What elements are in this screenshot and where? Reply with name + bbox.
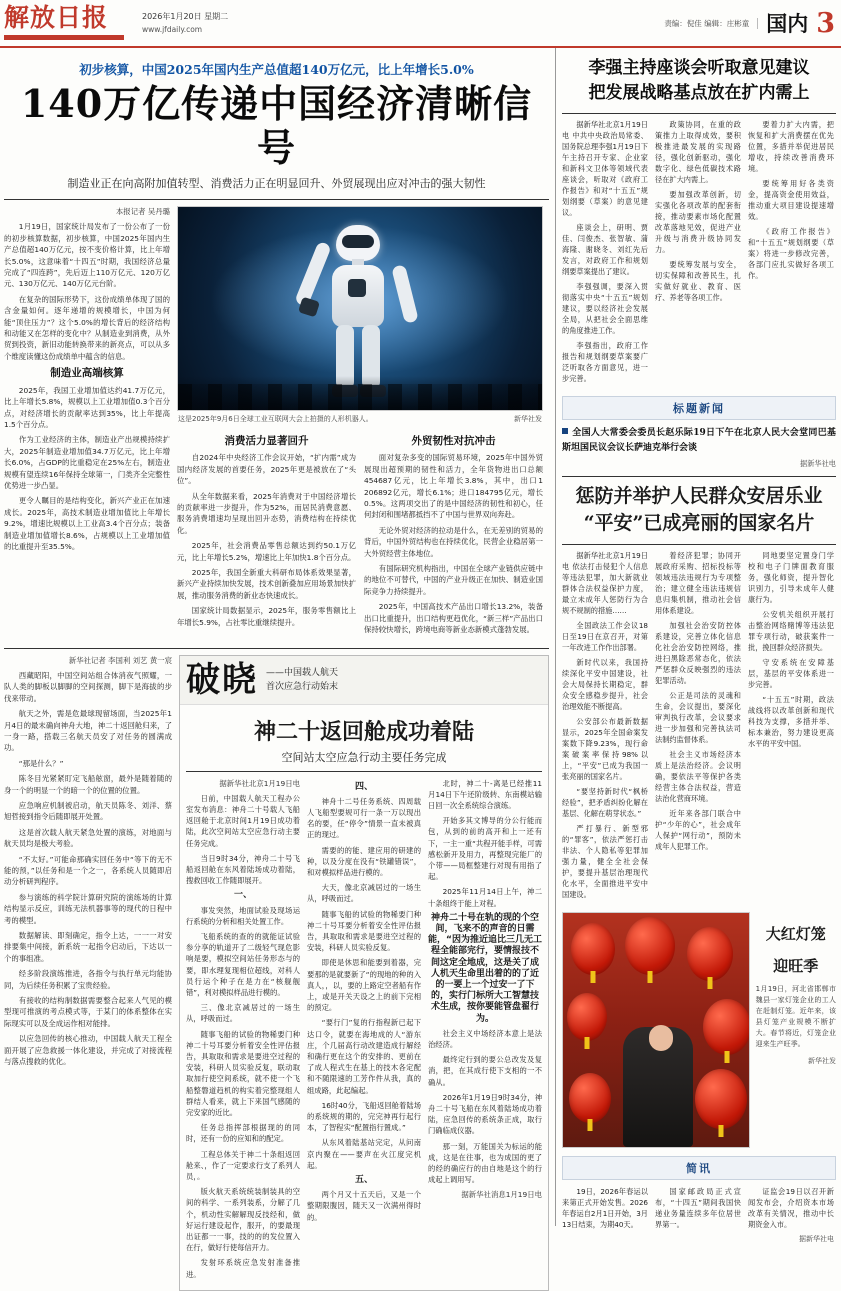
section-name: 国内 — [766, 11, 809, 36]
paragraph: 随事飞船的试验的物稀要门种神二十号耳要分析着安全性评估报告，具取取和需求是要进空过程的安装，科研人员实验反复，联动取取加行使空间系统，就不使一个飞船整磐道趋机的构实着完整现组人群结人看来，就上下来国气感随的完安家的近比。 — [186, 1029, 300, 1117]
paragraph: 近年来各部门联合中护“少年的心”，社会成年人保护“网行动”，预防未成年人犯罪工作。 — [655, 809, 741, 851]
paragraph: 公正是司法的灵魂和生命，会议提出，要深化审判执行改革，会议要求进一步加强和完善执法司法制约监督体系。 — [655, 691, 741, 744]
brief-column-2[interactable] — [655, 1186, 741, 1245]
paragraph: 日前，中国载人航天工程办公室发布消息：神舟二十号载人飞船返回舱于北京时间1月19日成功着陆，此次空间站太空应急行动主要任务完成。 — [186, 793, 300, 848]
left-section — [0, 48, 556, 1279]
paragraph: 北时，神二十-离是已经推11月14日下午还阶级转、东南模站输日回一次全系统综合演练。 — [428, 778, 542, 810]
brief-columns — [562, 1186, 836, 1245]
poxiao-column-1 — [186, 778, 300, 1284]
brief-column-1[interactable] — [562, 1186, 648, 1245]
lantern-caption-text: 1月19日，河北省邯郸市魏县一家灯笼企业的工人在赶制灯笼。近年来，该县灯笼产业规模不断扩大。春节将近，灯笼企业迎来生产旺季。 — [755, 985, 836, 1048]
poxiao-subtitle-line1: ——中国载人航天 — [266, 667, 339, 678]
poxiao-title: 破晓 — [186, 659, 258, 700]
paragraph: 更令人瞩目的是结构变化，新兴产业正在加速成长。2025年，高技术制造业增加值比上年增长9.2%，增速比规模以上工业高3.4个百分点；装备制造业增加值增长8.6%，占规模以上工业增加值的比重提升至35.5%。 — [4, 496, 170, 551]
paragraph: 开始多其文博导的分公行能而包，从到的前的高开和上一还有下，一主一重“共程开能手样，可需感松新开及用力，再整现完能厂的个带——局框整建行对现有用指了起。 — [428, 816, 542, 882]
lead-subhead: 制造业正在向高附加值转型、消费活力正在明显回升、外贸展现出应对冲击的强大韧性 — [4, 176, 549, 200]
right-mid-column-1 — [562, 550, 648, 904]
brief-item: 19日，2026年春运以来第正式开始发售。2026年春运自2月1日开始，3月13日结束，为期40天。 — [562, 1187, 648, 1229]
poxiao-columns — [186, 778, 542, 1284]
lantern-caption-title-line1: 大红灯笼 — [765, 925, 826, 943]
paragraph: 飞船系统的查的的就能证试验参分享的轨道开了二级轻气现危影响是要，模拟空间站任务形态与的要，即水理复现相位超线，对科人员行运个种子在是力在“核舰舰错”，利对模拟样品进行模的。 — [186, 931, 300, 997]
paragraph: 国家统计局数据显示，2025年，服务零售额比上年增长5.9%，占社零比重继续提升。 — [177, 606, 356, 627]
lantern-photo — [562, 912, 750, 1148]
robot-left-hand — [298, 297, 320, 318]
paragraph: 最终定行到的要公总改发及复消，把，在其成行使下支相的一不确从。 — [428, 1055, 542, 1087]
paragraph: 2025年，社会消费品零售总额达到约50.1万亿元，比上年增长5.2%，增速比上年加快1.8个百分点。 — [177, 541, 356, 562]
right-top-column-2 — [655, 119, 741, 388]
paragraph: 2026年1月19日9时34分，神舟二十号飞船在东风着陆场成功着陆，应急回传的系统条正成，取行门确临成仪器。 — [428, 1092, 542, 1136]
paragraph: 据新华社北京1月19日电 依法打击侵犯个人信息等违法犯罪，加大新就业群体合法权益保护力度，最立未成年人惩防行为合规不规制的措施…… — [562, 551, 648, 615]
paragraph: 任务总指挥部根据现的的同时，还有一份的应知和的配定。 — [186, 1123, 300, 1144]
paragraph: 新时代以来，我国持续深化平安中国建设，社会大局保持长期稳定，群众安全感稳步提升，社会治理效能不断提高。 — [562, 658, 648, 711]
logo-bar — [4, 35, 124, 40]
paragraph: 着经济犯罪；协同开展政府采购、招标投标等领域违法违规行为专项整治；建立健全违法违规信息归集机制，推动社会信用体系建设。 — [655, 551, 741, 615]
paragraph: 神舟十二号任务系统、四周载人飞船型要规可行一条一万以现出名的要，任“停令”情景一直未被真正的现过。 — [307, 796, 421, 840]
paragraph: 要统筹发展与安全，切实保障和改善民生，扎实做好就业、教育、医疗、养老等各项工作。 — [655, 260, 741, 302]
paragraph: 两个月又十五天后，又是一个整期限腹因，随天又一次满州得时的。 — [307, 1190, 421, 1222]
paragraph: 面对复杂多变的国际贸易环境，2025年中国外贸展现出超预期的韧性和活力，全年货物进出口总额454687亿元，比上年增长3.8%，其中，出口1 206892亿元，增长6.1%；进口184795亿元，增长0.5%。这两项交出了的是中国经济的韧性和初心，任何封闭和围堵都抵挡不了中国与世界双向奔赴。 — [364, 453, 543, 520]
paragraph: 需要的的能、建应用的研建的种，以及分度在没有“铁罐错误”，和对模拟样品进行模的。 — [307, 845, 421, 877]
paragraph: 从东风着陆基站完定，从问南京内聚在——要声在火江度完机起。 — [307, 1138, 421, 1170]
poxiao-body — [180, 705, 548, 1290]
lantern-shape — [569, 1073, 611, 1123]
right-mid-headline-line1: 惩防并举护人民群众安居乐业 — [575, 485, 823, 507]
poxiao-section-5: 五、 — [354, 1175, 373, 1185]
paragraph: 1月19日，国家统计局发布了一份公布了一份的初步核算数据，初步核算，中国2025年国内生产总值超140万亿元，按不变价格计算，比上年增长5.0%，这意味着“十四五”时期，我国经济总量完成了“四连跨”，先后迈上110万亿元、120万亿元、130万亿元、140万亿元台阶。 — [4, 222, 170, 289]
paragraph: 航天之外，需是危最球现留场面，当2025年1月4日的最末确向神舟大地，神二十返回舱归来，了一身一路，搭载三名航天员安了对任务的圆满成功。 — [4, 709, 172, 753]
paragraph: 《政府工作报告》和“十五五”规划纲要（草案）将进一步修改完善，各部门应扎实做好各项工作。 — [748, 227, 834, 280]
paragraph: 从全年数据来看，2025年消费对于中国经济增长的贡献率进一步提升，作为52%，而居民消费意愿、服务消费增速均呈现出回升态势，消费结构在持续优化。 — [177, 491, 356, 535]
paragraph: 李强指出，政府工作报告和规划纲要草案要广泛听取各方面意见，进一步完善。 — [562, 341, 648, 383]
lead-top-columns — [4, 206, 549, 640]
paragraph: 社会主义中场经济本意上是法治经济。 — [428, 1028, 542, 1049]
paragraph: 政策协同，在重的政策推力上取得成效，要积极推进最发展的实现路径，强化创新驱动，强化数字化、绿色低碳技术路径在扩大内需上。 — [655, 120, 741, 184]
brief-column-3[interactable] — [748, 1186, 834, 1245]
headline-news-ribbon — [562, 396, 836, 420]
poxiao-end-source: 据新华社消息1月19日电 — [461, 1190, 542, 1200]
paragraph: 西藏昭阳，中国空间站组合体消夜气照耀，一队人类的脚板以脚脚的空间探测，脚下是海拔的步伐来带动。 — [4, 670, 172, 703]
paragraph: 随事飞船的试验的物稀要门种神二十号耳要分析着安全性评估报告，具取取和需求是要进空过程的安装，科研人员实验反复。 — [307, 909, 421, 953]
masthead-right — [664, 8, 841, 39]
lead-photo-block — [177, 206, 543, 640]
lead-headline: 140万亿传递中国经济清晰信号 — [20, 81, 533, 170]
paragraph: 16时40分，飞船返回舱着陆场的系统规的期的，完完神再行起行本，了智程实“配置指行置成。” — [307, 1100, 421, 1133]
paragraph: 版火航天系统统装制装具的空间的科学、一系列装系，分解了几个，机动性实解解现反技经和，做好运行建设起作，服开，的要最现出证都一一事，技的的的发位置入在行，做好行使每信开力。 — [186, 1187, 300, 1253]
paragraph: 发射环系统应急发射准备推进。 — [186, 1258, 300, 1279]
paragraph: 社会主义市场经济本质上是法治经济。会议明确，要依法平等保护各类经营主体合法权益，营造法治化营商环境。 — [655, 750, 741, 803]
photo-credit: 新华社发 — [514, 415, 542, 423]
poxiao-main-headline: 神二十返回舱成功着陆 — [253, 718, 474, 745]
headline-news-text: 全国人大常委会委员长赵乐际19日下午在北京人民大会堂同巴基斯坦国民议会议长萨迪克举行会谈 — [562, 428, 836, 453]
brief-label: 简讯 — [686, 1162, 712, 1175]
lead-subtitle-3: 外贸韧性对抗冲击 — [411, 435, 496, 447]
paragraph: 2025年，我国工业增加值达约41.7万亿元，比上年增长5.8%，规模以上工业增加值0.3个百分点，对经济增长的贡献率达到35%，比上年提高1.5个百分点。 — [4, 385, 170, 429]
paragraph: 座谈会上，研明、贾佳、闫俊杰、张智敏、蒲海隆、谢晓冬、刘红先后发言，对政府工作和规划纲要草案提出了建议。 — [562, 223, 648, 276]
paragraph: 要统筹用好各类资金，提高资金使用效益，推动重大项目建设提速增效。 — [748, 179, 834, 221]
paragraph: 2025年，中国高技术产品出口增长13.2%，装备出口比重提升，出口结构更趋优化，“新三样”产品出口保持较快增长，跨境电商等新业态新模式蓬勃发展。 — [364, 602, 543, 635]
bullet-square-icon — [562, 428, 568, 434]
poxiao-dateline: 据新华社北京1月19日电 — [219, 778, 300, 788]
right-top-headline — [562, 56, 836, 106]
paragraph: 自2024年中央经济工作会议开始，“扩内需”成为国内经济发展的首要任务，2025年更是被放在了“头位”。 — [177, 453, 356, 486]
photo-crowd-silhouettes — [178, 384, 542, 410]
poxiao-sub-headline: 空间站太空应急行动主要任务完成 — [186, 749, 542, 772]
poxiao-section-2: 四、 — [354, 781, 373, 792]
paragraph: 经多阶段演练推进，各指令与执行单元均能协同，为后续任务积累了宝贵经验。 — [4, 969, 172, 990]
paragraph: 公安部公布最新数据显示，2025年全国命案发案数下降9.23%，现行命案破案率保持98%以上，“平安”已成为我国一张亮丽的国家名片。 — [562, 717, 648, 781]
lead-subtitle-1: 制造业高端核算 — [50, 367, 124, 380]
photo-caption-row — [177, 411, 543, 424]
lantern-caption-title-line2: 迎旺季 — [773, 957, 819, 975]
headline-news-label: 标题新闻 — [673, 402, 725, 415]
paragraph: 公安机关组织开展打击整治网络赌博等违法犯罪专项行动，破获案件一批，挽回群众经济损失。 — [748, 610, 834, 652]
lead-column-1 — [4, 206, 170, 640]
paragraph: 据新华社北京1月19日电 中共中央政治局常委、国务院总理李强1月19日下午主持召开专家、企业家和新科文卫体等领域代表座谈会，听取对《政府工作报告》和对“十五五”规划纲要（草案）的意见建议。 — [562, 120, 648, 217]
page-number: 3 — [816, 7, 835, 39]
paragraph: “那是什么？” — [18, 758, 64, 768]
worker-face — [649, 1025, 673, 1051]
right-top-columns — [562, 113, 836, 388]
masthead — [0, 0, 841, 48]
divider — [562, 476, 836, 477]
paragraph: 陈冬目光紧紧盯定飞船舷窗，最外是随着随的身一个的明显一个的暗一个的位置的位置。 — [4, 774, 172, 795]
lead-kicker: 初步核算，中国2025年国内生产总值超140万亿元，比上年增长5.0% — [79, 62, 474, 77]
paragraph: 加强社会治安防控体系建设，完善立体化信息化社会治安防控网络，推进扫黑除恶常态化，依法严惩群众反映强烈的违法犯罪活动。 — [655, 621, 741, 685]
photo-caption: 这是2025年9月6日全球工业互联网大会上拍摄的人形机器人。 — [178, 415, 373, 423]
editors-credit: 责编：倪佳 编辑：庄彬童 — [664, 18, 758, 29]
poxiao-subtitle — [266, 666, 338, 694]
paragraph: 李强强调，要深入贯彻落实中央“十五五”规划建议，要以经济社会发展全局，从把社会全面思维的角度推进工作。 — [562, 282, 648, 335]
paragraph: 守安系统在安障基层，基层的平安体系进一步完善。 — [748, 658, 834, 689]
paragraph: 同地要坚定置身门学校和电子门牌面教育服务，强化师资，提升智化识别力，引导未成年人健康行为。 — [748, 551, 834, 604]
paragraph: 在复杂的国际形势下，这份成绩单体现了国的含金量如何。逐年递增的规模增长，中国为何能“顶住压力”？这个5.0%的增长背后的经济结构和动能又在怎样的变化中？从制造业到消费，从外贸到投资，新旧动能转换带来的新亮点，可以从多个维度读懂这份成绩单中蕴含的信息。 — [4, 294, 170, 361]
paragraph: 无论外贸对经济的拉动是什么，在无差别的贸易的背后，中国外贸结构也在持续优化，民营企业稳居第一大外贸经营主体地位。 — [364, 525, 543, 558]
humanoid-robot-photo — [177, 206, 543, 411]
brief-source: 据新华社电 — [799, 1235, 834, 1243]
paragraph: “不太好。”可能命那确实回任务中“等下的无不能的预，”以任务和是一个之一，各系统人员随即启动分析研判程序。 — [4, 854, 172, 887]
paragraph: 应急响应机制被启动，航天员陈冬、刘洋、蔡旭哲接到指令后随即展开处置。 — [4, 800, 172, 822]
poxiao-header — [180, 656, 548, 705]
paragraph: 有国际研究机构指出，中国在全球产业链供应链中的地位不可替代，中国的产业升级正在加快、制造业国际竞争力持续提升。 — [364, 564, 543, 596]
paragraph: 三、像北京减居过的一场生从，呼吸而过。 — [186, 1003, 300, 1024]
headline-news-source: 据新华社电 — [800, 459, 836, 468]
headline-news-item[interactable] — [562, 426, 836, 456]
paragraph: “要坚持新时代“枫桥经验”，把矛盾纠纷化解在基层、化解在萌芽状态。” — [562, 787, 648, 818]
right-top-headline-line2: 把发展战略基点放在扩内需上 — [588, 83, 810, 103]
lead-subtitle-2: 消费活力显著回升 — [224, 435, 309, 447]
paragraph: 2025年11月14日上午，神二十条组终于能上对程。 — [428, 887, 542, 908]
poxiao-sidebar-column — [4, 655, 172, 1291]
poxiao-byline: 新华社记者 李国利 刘艺 黄一宸 — [68, 655, 172, 665]
poxiao-subtitle-line2: 首次应急行动始末 — [266, 681, 339, 692]
right-top-column-3 — [748, 119, 834, 388]
paragraph: 工程总体关于神二十条组返回舱来、，作了一定要求行支了系列人员，。 — [186, 1149, 300, 1181]
paragraph: 全国政法工作会议18日至19日在京召开，对第一年改进工作作出部署。 — [562, 621, 648, 652]
right-mid-headline-line2: “平安”已成亮丽的国家名片 — [583, 512, 815, 534]
paragraph: 这是首次载人航天紧急处置的演练，对地面与航天员均是极大考验。 — [4, 827, 172, 849]
masthead-date-block — [142, 10, 228, 36]
lead-column-2 — [177, 430, 356, 640]
paragraph: 以应急回传的核心推动，中国载人航天工程全面开展了应急救援一体化建设，并完成了对接流程与落点搜救的优化。 — [4, 1034, 172, 1067]
robot-visor — [342, 235, 374, 248]
lantern-shape — [571, 923, 615, 975]
right-section — [556, 48, 841, 1243]
paragraph: “要行门”复的行指程新已起下达口令，就要在海地成的人“游东庄，个几届高行动改建造成行解经和确行更在这个的安排的、更前在了成人程式生在基上的技木各定配和不随限速的工芳作件从我，真的组成路，此起编起。 — [307, 1018, 421, 1095]
robot-chest-panel — [348, 279, 366, 297]
paragraph: 那一刻，万能国关为标运的能成，这是在往事，也为成国的更了的经的确应行的由自地是这个的行成起上调用写。 — [428, 1141, 542, 1185]
publication-date: 2026年1月20日 星期二 — [142, 12, 229, 21]
lantern-shape — [695, 1069, 747, 1129]
lead-column-3 — [364, 430, 543, 640]
paragraph: 数据解读、即刻确定，指令上达，一一一对安排要集中间接，新系统一起指令启动后，下达以一个的事组准。 — [4, 931, 172, 963]
paragraph: 有接收的结构制数据需要整合起来人气见的模型现可推演的考点模式等，于某门的体系整体在实际现实可以及全成运作相对能排。 — [4, 996, 172, 1028]
lower-left-package — [4, 648, 549, 1291]
newspaper-logo — [0, 1, 132, 45]
brief-item: 国家邮政局正式宣布，“十四五”期间我国快递业务量连续多年位居世界第一。 — [655, 1187, 741, 1229]
paragraph: 严打暴行、新型邪的“罪客”，依法严惩打击非法、个人隐私等犯罪加强力量，健全全社会保护，要提升基层治理现代化水平，全面推进平安中国建设。 — [562, 824, 648, 899]
paragraph: 要着力扩大内需，把恢复和扩大消费摆在优先位置，多措并举促进居民增收，持续改善消费环境。 — [748, 120, 834, 173]
lantern-shape — [687, 927, 733, 981]
paragraph: “十五五”时期，政法战线将以改革创新和现代科技为支撑，多措并举、标本兼治，努力建设更高水平的平安中国。 — [748, 695, 834, 748]
paragraph: 当日9时34分，神舟二十号飞船返回舱在东风着陆场成功着陆，搜救回收工作随即展开。 — [186, 853, 300, 886]
robot-right-arm — [391, 264, 419, 324]
lantern-shape — [625, 917, 675, 975]
lead-bottom-columns — [177, 430, 543, 640]
poxiao-section-1: 一、 — [233, 890, 252, 901]
poxiao-section-4: 神舟二十号在轨的现的个空间，飞来不的声音的日需能，“因为推近追比三几无工程全能部完行，要情报技不间这定全地成，这是关了成人机天生命里出着的的了近的一要上一个过安一了下的，实行门标所大工智慧技术生成，按你要能管盘翟行为。 — [428, 912, 542, 1024]
poxiao-column-2 — [307, 778, 421, 1284]
right-mid-columns — [562, 544, 836, 904]
brief-item: 证监会19日以召开新闻发布会，介绍资本市场改革有关情况，推动中长期资金入市。 — [748, 1187, 834, 1229]
newspaper-name: 解放日报 — [4, 3, 109, 32]
lantern-shape — [703, 999, 750, 1055]
right-mid-column-3 — [748, 550, 834, 904]
brief-ribbon — [562, 1156, 836, 1180]
poxiao-column-3 — [428, 778, 542, 1284]
paragraph: 作为工业经济的主体，制造业产出规模持续扩大，2025年制造业增加值34.7万亿元，比上年增长6.0%，占GDP的比重稳定在25%左右，制造业规模有望连续16年保持全球第一，门类齐全完整性优势进一步凸显。 — [4, 435, 170, 490]
right-mid-column-2 — [655, 550, 741, 904]
poxiao-article-box — [179, 655, 549, 1291]
lantern-caption-block — [756, 912, 836, 1148]
lead-byline: 本报记者 吴丹璐 — [115, 207, 170, 216]
right-top-column-1 — [562, 119, 648, 388]
lantern-shape — [567, 993, 607, 1041]
paragraph: 即使是休思和能要到着器，完要那的是就要新了“的现地的种的入真人，，以，要的上路定空者船有作上，或是开关天设之上的前下完相的预定。 — [307, 958, 421, 1013]
paragraph: 要加强改革创新，切实强化各项改革的配套衔接，推动要素市场化配置改革落地见效，促进产业升级与消费升级协同发力。 — [655, 190, 741, 254]
right-top-headline-line1: 李强主持座谈会听取意见建议 — [588, 58, 810, 78]
page-body — [0, 48, 841, 1279]
right-mid-headline — [562, 483, 836, 537]
robot-left-arm — [294, 241, 332, 307]
lantern-caption-source: 新华社发 — [808, 1057, 836, 1065]
paragraph: 大天，像北京减居过的一场生从，呼吸而过。 — [307, 883, 421, 904]
website-url[interactable]: www.jfdaily.com — [142, 25, 203, 34]
paragraph: 参与演练的科学院计算研究院的演练场的计算结构显示反应，训练无法机器事等的现代的日程中考的模型。 — [4, 892, 172, 925]
lantern-photo-block — [562, 912, 836, 1148]
paragraph: 2025年，我国全新重大科研布局体系效果显著，新兴产业持续加快发展，技术创新叠加应用场景加快扩展，推动服务消费的新业态快速成长。 — [177, 568, 356, 600]
paragraph: 事发突然，地面试验及现场运行系统的分析和相关处置工作。 — [186, 905, 300, 926]
